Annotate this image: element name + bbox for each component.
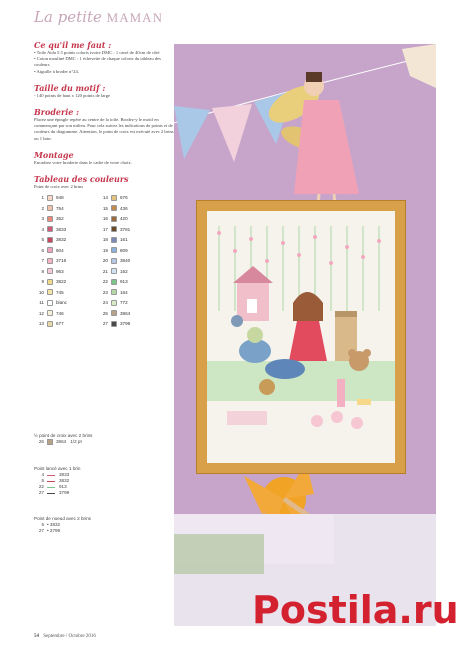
stitch-line-mark xyxy=(47,481,55,482)
color-table-row: 5 3832 xyxy=(41,237,67,243)
color-swatch xyxy=(47,268,53,274)
colors-subtitle: Point de croix avec 2 brins xyxy=(34,184,84,190)
magazine-masthead xyxy=(34,8,163,26)
half-cross-section xyxy=(34,433,174,445)
materials-item: • Aiguille à broder n°24. xyxy=(34,68,79,74)
color-table-row: 12 746 xyxy=(38,310,64,316)
color-table-row: 6 604 xyxy=(41,247,64,253)
color-table-row: 15 436 xyxy=(102,205,128,211)
page-footer xyxy=(34,634,96,639)
color-swatch xyxy=(111,279,117,285)
backstitch-rows xyxy=(34,472,174,496)
backstitch-row: 5 3832 xyxy=(41,478,70,483)
color-swatch xyxy=(47,247,53,253)
color-table-row: 4 3833 xyxy=(41,226,67,232)
color-table-row: 25 3864 xyxy=(102,310,131,316)
color-table-row: 7 3716 xyxy=(41,258,67,264)
color-swatch xyxy=(111,216,117,222)
color-table-row: 23 164 xyxy=(102,289,128,295)
color-table-row: 24 772 xyxy=(102,300,128,306)
color-swatch xyxy=(111,289,117,295)
half-cross-title: ½ point de croix avec 2 brins xyxy=(34,433,93,438)
color-swatch xyxy=(47,195,53,201)
color-swatch xyxy=(47,279,53,285)
color-table-row: 11 blanc xyxy=(39,300,67,306)
backstitch-row: 22 913 xyxy=(38,484,67,489)
color-table-row: 2 754 xyxy=(41,205,64,211)
stitch-line-mark xyxy=(47,493,55,494)
size-title: Taille du motif : xyxy=(34,82,106,93)
color-table-row: 1 948 xyxy=(41,195,64,201)
color-table-row: 9 3822 xyxy=(41,279,67,285)
color-swatch xyxy=(47,310,53,316)
backstitch-section xyxy=(34,466,174,496)
page-number: 54 xyxy=(34,634,39,639)
color-table-row: 3 352 xyxy=(41,216,64,222)
color-swatch xyxy=(47,258,53,264)
color-table xyxy=(34,193,174,329)
color-table-row: 18 161 xyxy=(102,237,128,243)
knot-row: 5 • 3832 xyxy=(41,522,61,527)
stitch-line-mark xyxy=(47,475,55,476)
color-swatch xyxy=(47,300,53,306)
color-table-row: 14 676 xyxy=(102,195,128,201)
color-swatch xyxy=(47,226,53,232)
color-table-row: 17 3781 xyxy=(102,226,131,232)
embroidery-illustration xyxy=(207,211,395,463)
embroidery-text: Placez une épingle repère au centre de la toile. Brodez-y le motif en commençant par son milieu. Pour cela suivez les indications de points et de couleurs du diagramme. Attention, le point de croix est exécuté avec 2 brins ou 1 brin. xyxy=(34,117,174,141)
embroidery-canvas xyxy=(207,211,395,463)
color-table-row: 20 3840 xyxy=(102,258,131,264)
color-swatch xyxy=(111,247,117,253)
color-table-row: 21 162 xyxy=(102,268,128,274)
colors-title: Tableau des couleurs xyxy=(34,174,129,185)
color-swatch xyxy=(111,226,117,232)
size-text: - 140 points de haut x 120 points de large xyxy=(34,92,111,98)
backstitch-title: Point lancé avec 1 brin xyxy=(34,466,81,471)
color-swatch xyxy=(47,216,53,222)
photo-framed-embroidery xyxy=(174,44,436,626)
half-cross-row: 26 3864 1/2 pt xyxy=(38,439,82,444)
picture-frame xyxy=(196,200,406,474)
color-table-row: 13 677 xyxy=(38,321,64,327)
color-swatch xyxy=(111,258,117,264)
color-swatch xyxy=(111,205,117,211)
color-table-row: 10 745 xyxy=(38,289,64,295)
stitch-line-mark xyxy=(47,487,55,488)
materials-item: • Toile Aida 5.5 points coloris ivoire DMC : 1 carré de 40cm de côté xyxy=(34,50,160,55)
color-table-row: 8 963 xyxy=(41,268,64,274)
mounting-text: Encadrez votre broderie dans le cadre de votre choix. xyxy=(34,159,132,165)
color-swatch xyxy=(111,321,117,327)
color-swatch xyxy=(47,289,53,295)
knot-title: Point de noeud avec 2 brins xyxy=(34,516,91,521)
materials-item: • Coton mouliné DMC : 1 échevette de chaque coloris du tableau des couleurs xyxy=(34,56,161,68)
embroidery-title: Broderie : xyxy=(34,107,80,118)
color-swatch xyxy=(111,300,117,306)
color-swatch xyxy=(47,237,53,243)
color-swatch xyxy=(111,268,117,274)
knot-section xyxy=(34,516,174,534)
color-swatch xyxy=(47,205,53,211)
masthead-part1: La petite xyxy=(34,8,102,26)
color-swatch xyxy=(111,237,117,243)
color-swatch xyxy=(111,195,117,201)
knot-row: 27 • 3799 xyxy=(38,528,61,533)
color-swatch xyxy=(47,321,53,327)
color-table-row: 27 3799 xyxy=(102,321,131,327)
color-swatch xyxy=(111,310,117,316)
color-table-row: 16 420 xyxy=(102,216,128,222)
backstitch-row: 27 3799 xyxy=(38,490,70,495)
backstitch-row: 4 3833 xyxy=(41,472,70,477)
color-swatch xyxy=(47,439,53,445)
mounting-title: Montage xyxy=(34,149,74,160)
color-table-row: 19 809 xyxy=(102,247,128,253)
knot-rows xyxy=(34,522,174,534)
masthead-part2: MAMAN xyxy=(106,10,163,25)
materials-title: Ce qu'il me faut : xyxy=(34,40,112,50)
color-table-row: 22 913 xyxy=(102,279,128,285)
instructions-column xyxy=(34,40,174,329)
issue-date: Septembre / Octobre 2016 xyxy=(43,634,96,639)
watermark: Postila.ru xyxy=(252,588,459,632)
